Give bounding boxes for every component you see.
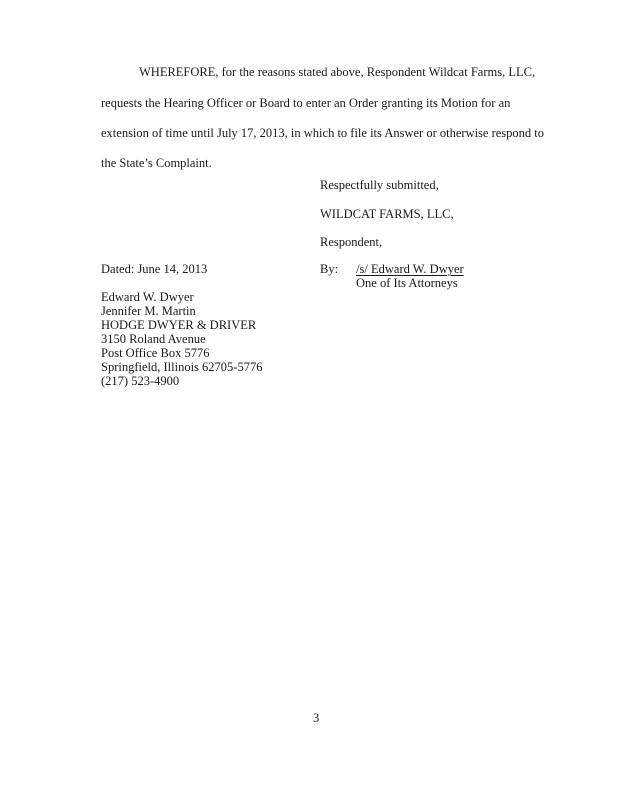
signature-line	[320, 263, 504, 276]
paragraph-line-1: WHEREFORE, for the reasons stated above, Respondent Wildcat Farms, LLC,	[139, 65, 536, 79]
firm-name: HODGE DWYER & DRIVER	[101, 318, 257, 332]
counsel-name-2: Jennifer M. Martin	[101, 304, 196, 318]
city-state-zip: Springfield, Illinois 62705-5776	[101, 360, 263, 374]
paragraph-line-2: requests the Hearing Officer or Board to enter an Order granting its Motion for an	[101, 96, 511, 110]
signer-title: One of Its Attorneys	[356, 276, 458, 290]
page-number: 3	[313, 711, 320, 725]
signature-text: /s/ Edward W. Dwyer	[356, 262, 464, 276]
signature-field	[338, 262, 504, 276]
paragraph-line-3: extension of time until July 17, 2013, in which to file its Answer or otherwise respond to	[101, 126, 544, 140]
dated-line: Dated: June 14, 2013	[101, 262, 208, 276]
by-label: By:	[320, 262, 339, 276]
phone-number: (217) 523-4900	[101, 374, 180, 388]
party-role: Respondent,	[320, 235, 383, 249]
po-box: Post Office Box 5776	[101, 346, 210, 360]
party-name: WILDCAT FARMS, LLC,	[320, 207, 454, 221]
paragraph-line-4: the State’s Complaint.	[101, 156, 212, 170]
closing-text: Respectfully submitted,	[320, 178, 439, 192]
counsel-name-1: Edward W. Dwyer	[101, 290, 194, 304]
street-address: 3150 Roland Avenue	[101, 332, 206, 346]
